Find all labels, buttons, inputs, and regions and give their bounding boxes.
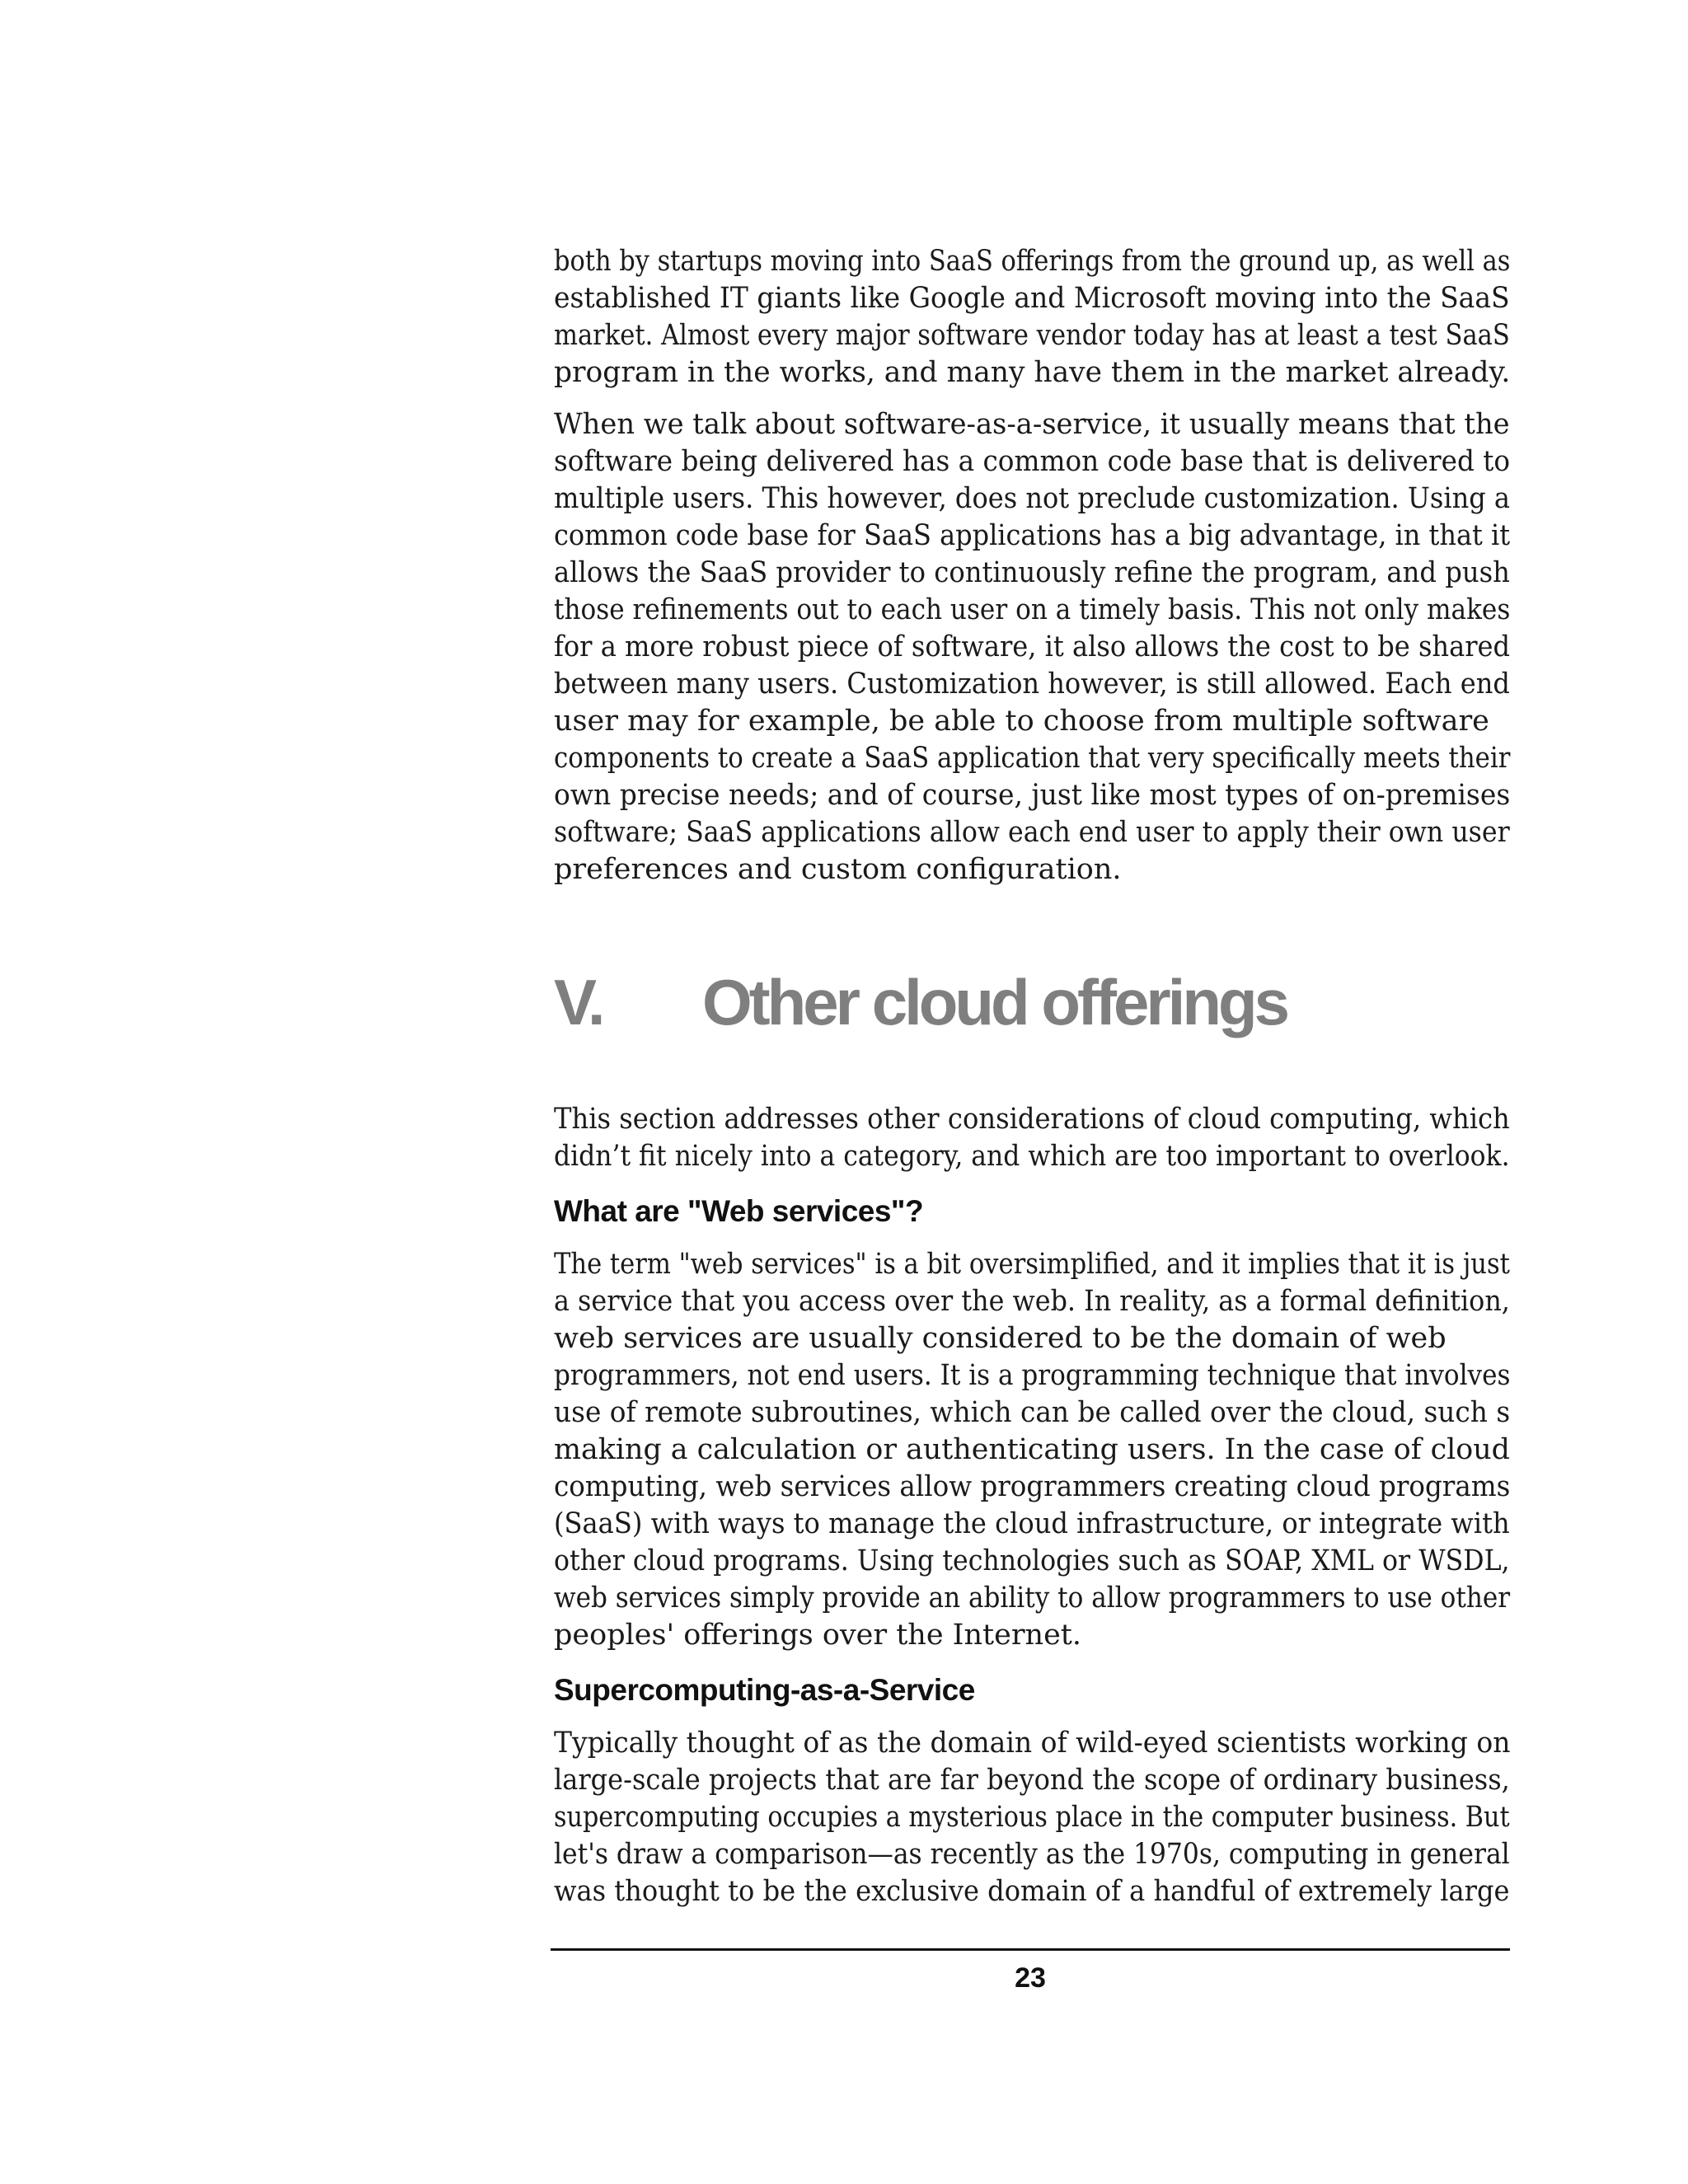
text-line: market. Almost every major software vendor today has at least a test SaaS [554, 319, 1510, 352]
page-content [554, 243, 1510, 1925]
text-line: making a calculation or authenticating users. In the case of cloud [554, 1433, 1510, 1466]
section-title: Other cloud offerings [702, 965, 1287, 1038]
text-line: both by startups moving into SaaS offerings from the ground up, as well as [554, 245, 1511, 278]
subheading-supercomputing: Supercomputing-as-a-Service [554, 1673, 975, 1707]
text-line: for a more robust piece of software, it also allows the cost to be shared [554, 630, 1511, 663]
text-line: software being delivered has a common code base that is delivered to [554, 445, 1511, 478]
text-line: allows the SaaS provider to continuously refine the program, and push [554, 556, 1510, 589]
text-line: The term "web services" is a bit oversimplified, and it implies that it is just [554, 1248, 1510, 1281]
text-line: established IT giants like Google and Microsoft moving into the SaaS [554, 282, 1510, 315]
text-line: user may for example, be able to choose from multiple software [554, 705, 1489, 738]
text-line: was thought to be the exclusive domain of a handful of extremely large [554, 1875, 1510, 1908]
text-line: preferences and custom configuration. [554, 853, 1122, 886]
page-number: 23 [1015, 1962, 1046, 1994]
text-line: computing, web services allow programmers creating cloud programs [554, 1470, 1511, 1503]
text-line: use of remote subroutines, which can be called over the cloud, such s [554, 1396, 1511, 1429]
section-heading [554, 953, 1510, 1052]
text-line: supercomputing occupies a mysterious place in the computer business. But [554, 1801, 1510, 1834]
text-line: This section addresses other considerations of cloud computing, which [554, 1103, 1510, 1136]
text-line: program in the works, and many have them in the market already. [554, 356, 1511, 389]
text-line: other cloud programs. Using technologies such as SOAP, XML or WSDL, [554, 1544, 1510, 1577]
section-number: V. [554, 965, 603, 1038]
text-line: web services simply provide an ability to allow programmers to use other [554, 1582, 1511, 1615]
text-line: multiple users. This however, does not preclude customization. Using a [554, 482, 1511, 515]
text-line: peoples' offerings over the Internet. [554, 1619, 1081, 1652]
text-line: components to create a SaaS application that very specifically meets their [554, 742, 1511, 775]
text-line: didn’t fit nicely into a category, and which are too important to overlook. [554, 1140, 1510, 1173]
text-line: common code base for SaaS applications has a big advantage, in that it [554, 519, 1511, 552]
footer-divider [551, 1948, 1510, 1951]
text-line: a service that you access over the web. In reality, as a formal definition, [554, 1285, 1510, 1318]
text-line: between many users. Customization however, is still allowed. Each end [554, 668, 1510, 701]
paragraph-web-services [554, 1246, 1510, 1654]
text-line: those refinements out to each user on a timely basis. This not only makes [554, 593, 1511, 626]
text-line: web services are usually considered to be the domain of web [554, 1322, 1447, 1355]
text-line: programmers, not end users. It is a programming technique that involves [554, 1359, 1511, 1392]
text-line: software; SaaS applications allow each end user to apply their own user [554, 816, 1510, 849]
paragraph-saas-definition [554, 406, 1510, 888]
text-line: let's draw a comparison—as recently as the 1970s, computing in general [554, 1838, 1510, 1871]
text-line: (SaaS) with ways to manage the cloud infrastructure, or integrate with [554, 1507, 1510, 1540]
section-intro-paragraph [554, 1101, 1510, 1175]
text-line: When we talk about software-as-a-service, it usually means that the [554, 408, 1510, 441]
paragraph-supercomputing [554, 1725, 1510, 1910]
text-line: large-scale projects that are far beyond the scope of ordinary business, [554, 1764, 1510, 1797]
text-line: Typically thought of as the domain of wild-eyed scientists working on [554, 1727, 1511, 1760]
paragraph-saas-market [554, 243, 1510, 391]
text-line: own precise needs; and of course, just like most types of on-premises [554, 779, 1511, 812]
subheading-web-services: What are "Web services"? [554, 1194, 924, 1228]
